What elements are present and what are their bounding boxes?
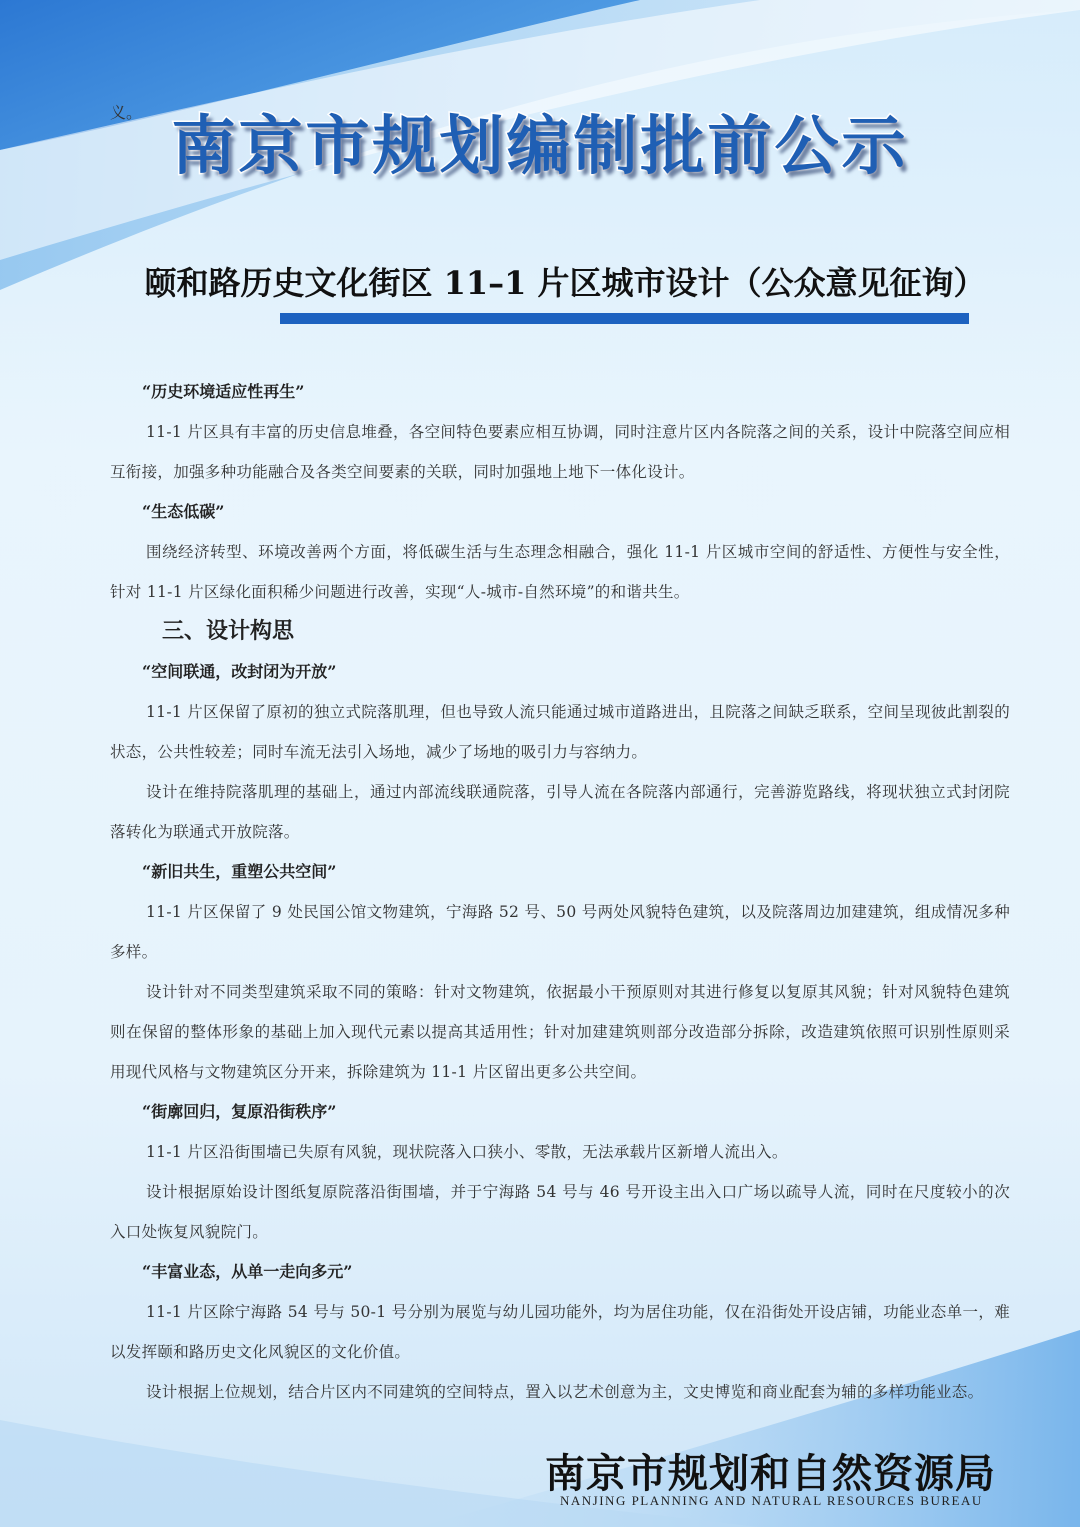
paragraph: 11-1 片区保留了 9 处民国公馆文物建筑，宁海路 52 号、50 号两处风貌特色建筑，以及院落周边加建建筑，组成情况多种多样。: [110, 903, 1010, 961]
paragraph: 11-1 片区保留了原初的独立式院落肌理，但也导致人流只能通过城市道路进出，且院落之间缺乏联系，空间呈现彼此割裂的状态，公共性较差；同时车流无法引入场地，减少了场地的吸引力与容纳力。: [110, 703, 1010, 761]
title-underline-bar: [280, 313, 969, 324]
paragraph: 设计针对不同类型建筑采取不同的策略：针对文物建筑，依据最小干预原则对其进行修复以复原其风貌；针对风貌特色建筑则在保留的整体形象的基础上加入现代元素以提高其适用性；针对加建建筑则部分改造部分拆除，改造建筑依照可识别性原则采用现代风格与文物建筑区分开来，拆除建筑为 11-1 片区留出更多公共空间。: [110, 983, 1010, 1081]
subheading: “生态低碳”: [142, 502, 225, 521]
document-body: [110, 372, 1010, 1412]
section-heading: 三、设计构思: [162, 619, 295, 644]
stray-text: 义。: [110, 103, 143, 122]
paragraph: 设计在维持院落肌理的基础上，通过内部流线联通院落，引导人流在各院落内部通行，完善游览路线，将现状独立式封闭院落转化为联通式开放院落。: [110, 783, 1010, 841]
project-subtitle: 颐和路历史文化街区 11–1 片区城市设计（公众意见征询）: [144, 264, 986, 302]
bureau-name-en: NANJING PLANNING AND NATURAL RESOURCES BUREAU: [560, 1493, 983, 1508]
paragraph: 11-1 片区沿街围墙已失原有风貌，现状院落入口狭小、零散，无法承载片区新增人流出入。: [146, 1143, 788, 1161]
subheading: “历史环境适应性再生”: [142, 382, 305, 401]
subheading: “空间联通，改封闭为开放”: [142, 662, 337, 681]
paragraph: 11-1 片区具有丰富的历史信息堆叠，各空间特色要素应相互协调，同时注意片区内各院落之间的关系，设计中院落空间应相互衔接，加强多种功能融合及各类空间要素的关联，同时加强地上地下一体化设计。: [110, 423, 1010, 481]
paragraph: 设计根据上位规划，结合片区内不同建筑的空间特点，置入以艺术创意为主，文史博览和商业配套为辅的多样功能业态。: [146, 1383, 984, 1401]
subheading: “新旧共生，重塑公共空间”: [142, 862, 337, 881]
paragraph: 11-1 片区除宁海路 54 号与 50-1 号分别为展览与幼儿园功能外，均为居住功能，仅在沿街处开设店铺，功能业态单一，难以发挥颐和路历史文化风貌区的文化价值。: [110, 1303, 1010, 1361]
paragraph: 设计根据原始设计图纸复原院落沿街围墙，并于宁海路 54 号与 46 号开设主出入口广场以疏导人流，同时在尺度较小的次入口处恢复风貌院门。: [110, 1183, 1010, 1241]
bureau-name-cn: 南京市规划和自然资源局: [545, 1450, 996, 1497]
subheading: “丰富业态，从单一走向多元”: [142, 1262, 353, 1281]
subheading: “街廓回归，复原沿街秩序”: [142, 1102, 337, 1121]
page-title: 南京市规划编制批前公示: [171, 110, 909, 184]
paragraph: 围绕经济转型、环境改善两个方面，将低碳生活与生态理念相融合，强化 11-1 片区城市空间的舒适性、方便性与安全性，针对 11-1 片区绿化面积稀少问题进行改善，实现“人-城市-自然环境”的和谐共生。: [110, 543, 1010, 601]
